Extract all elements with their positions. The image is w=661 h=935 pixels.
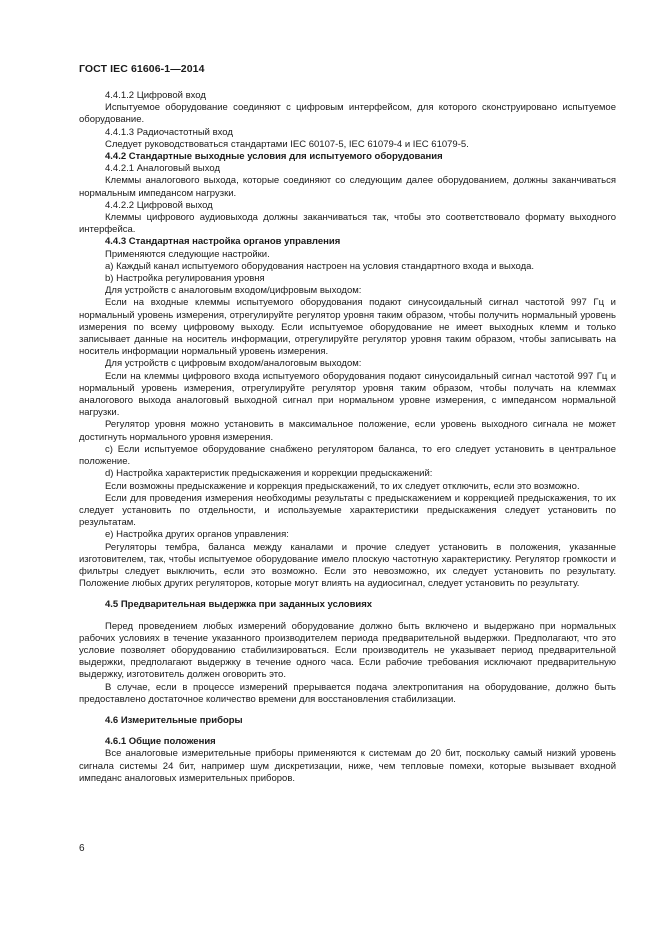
document-body — [79, 90, 616, 785]
section-heading-4-6: 4.6 Измерительные приборы — [105, 714, 243, 726]
section-heading-4-4-3: 4.4.3 Стандартная настройка органов управления — [105, 236, 341, 248]
paragraph: Регуляторы тембра, баланса между каналами и прочие следует установить в положения, указанные изготовителем, так, чтобы испытуемое оборудование имело плоскую частотную характеристику. Регулятор громкости и фильтры следует выключить, если это возможно. Если это невозможно, их следует установить по результату. Положение любых других регуляторов, которые могут влиять на аудиосигнал, следует установить по результату. — [79, 541, 616, 590]
document-header: ГОСТ IEC 61606-1—2014 — [79, 63, 205, 75]
paragraph: Испытуемое оборудование соединяют с цифровым интерфейсом, для которого сконструировано испытуемое оборудование. — [79, 102, 616, 126]
list-item-a: a) Каждый канал испытуемого оборудования настроен на условия стандартного входа и выхода. — [105, 260, 535, 272]
paragraph-4-4-2-1-title: 4.4.2.1 Аналоговый выход — [105, 163, 220, 175]
paragraph: Клеммы аналогового выхода, которые соединяют со следующим далее оборудованием, должны заканчиваться нормальным импедансом нагрузки. — [79, 175, 616, 199]
page-number: 6 — [79, 843, 85, 854]
paragraph: Для устройств с цифровым входом/аналоговым выходом: — [105, 358, 362, 370]
paragraph: Если возможны предыскажение и коррекция предыскажений, то их следует отключить, если это возможно. — [105, 480, 580, 492]
section-heading-4-5: 4.5 Предварительная выдержка при заданных условиях — [105, 599, 373, 611]
paragraph-4-4-1-2-title: 4.4.1.2 Цифровой вход — [105, 90, 206, 101]
list-item-b: b) Настройка регулирования уровня — [105, 273, 265, 285]
section-heading-4-4-2: 4.4.2 Стандартные выходные условия для испытуемого оборудования — [105, 151, 443, 163]
paragraph: Регулятор уровня можно установить в максимальное положение, если уровень выходного сигнала не может достигнуть нормального уровня измерения. — [79, 419, 616, 443]
paragraph: Для устройств с аналоговым входом/цифровым выходом: — [105, 285, 362, 297]
paragraph: Клеммы цифрового аудиовыхода должны заканчиваться так, чтобы это соответствовало формату выходного интерфейса. — [79, 212, 616, 236]
paragraph-4-4-1-3-title: 4.4.1.3 Радиочастотный вход — [105, 126, 233, 138]
list-item-d: d) Настройка характеристик предыскажения и коррекции предыскажений: — [105, 468, 433, 480]
paragraph: Если на входные клеммы испытуемого оборудования подают синусоидальный сигнал частотой 997 Гц и нормальный уровень измерения, отрегулируйте регулятор уровня таким образом, чтобы получить нормальный уровень измерения по всему цифровому выходу. Если испытуемое оборудование не имеет выходных клемм и только записывает данные на носитель информации, отрегулируйте регулятор уровня таким образом, чтобы записывать на носитель информации нормальный уровень измерения. — [79, 297, 616, 358]
list-item-c: c) Если испытуемое оборудование снабжено регулятором баланса, то его следует установить в центральное положение. — [79, 443, 616, 468]
paragraph: Если на клеммы цифрового входа испытуемого оборудования подают синусоидальный сигнал частотой 997 Гц и нормальный уровень измерения, отрегулируйте регулятор уровня таким образом, чтобы получать на клеммах аналогового выхода аналоговый выходной сигнал при нормальном уровне измерения, с импедансом нормальной нагрузки. — [79, 370, 616, 419]
paragraph: Если для проведения измерения необходимы результаты с предыскажением и коррекцией предыскажения, то их следует установить по отдельности, и используемые характеристики предыскажения следует установить по результатам. — [79, 492, 616, 529]
paragraph: Перед проведением любых измерений оборудование должно быть включено и выдержано при нормальных рабочих условиях в течение указанного производителем периода предварительной выдержки. Предполагают, что это условие позволяет оборудованию стабилизироваться. Если производитель не указывает период предварительной выдержки, предполагают выдержку в течение одного часа. Если рабочие требования исключают предварительную выдержку, изготовитель должен оговорить это. — [79, 620, 616, 681]
section-heading-4-6-1: 4.6.1 Общие положения — [105, 736, 216, 748]
paragraph: Все аналоговые измерительные приборы применяются к системам до 20 бит, поскольку самый низкий уровень сигнала системы 24 бит, например шум дискретизации, ниже, чем тепловые помехи, которые вызывает входной импеданс аналоговых измерительных приборов. — [79, 748, 616, 784]
paragraph: Следует руководствоваться стандартами IEC 60107-5, IEC 61079-4 и IEC 61079-5. — [105, 138, 469, 150]
list-item-e: e) Настройка других органов управления: — [105, 529, 289, 541]
paragraph: В случае, если в процессе измерений прерывается подача электропитания на оборудование, должно быть предоставлено достаточное количество времени для восстановления стабилизации. — [79, 681, 616, 705]
paragraph: Применяются следующие настройки. — [105, 248, 270, 260]
paragraph-4-4-2-2-title: 4.4.2.2 Цифровой выход — [105, 199, 213, 211]
